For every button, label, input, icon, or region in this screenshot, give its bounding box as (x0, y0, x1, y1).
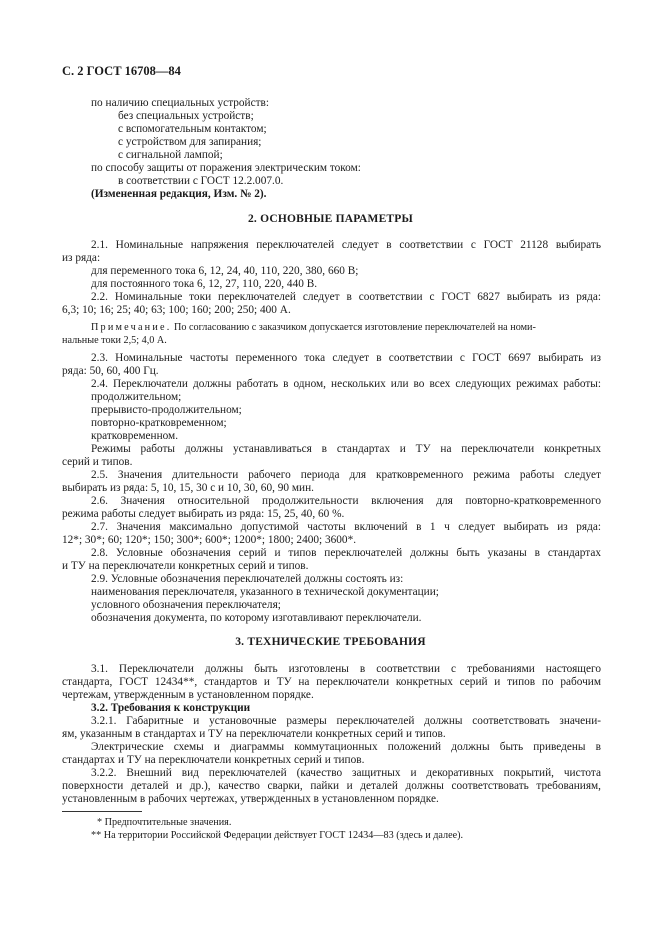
paragraph-line: стандарта, ГОСТ 12434**, стандартов и ТУ на переключатели конкретных серий и типов по рабочим (62, 676, 601, 688)
paragraph-line: кратковременном. (91, 430, 179, 442)
paragraph-line: для постоянного тока 6, 12, 27, 110, 220, 440 В. (91, 278, 318, 290)
paragraph-line: прерывисто-продолжительном; (91, 404, 242, 416)
footnote: ** На территории Российской Федерации действует ГОСТ 12434—83 (здесь и далее). (91, 830, 464, 841)
paragraph-line: 3.2.2. Внешний вид переключателей (качество защитных и декоративных покрытий, чистота (91, 767, 601, 779)
paragraph-line: режима работы следует выбирать из ряда: 15, 25, 40, 60 %. (62, 508, 345, 520)
paragraph-line: серий и типов. (62, 456, 133, 468)
intro-line: с устройством для запирания; (118, 136, 262, 148)
footnote: * Предпочтительные значения. (97, 817, 232, 828)
note-text: По согласованию с заказчиком допускается изготовление переключателей на номи- (171, 322, 536, 333)
paragraph-line: 6,3; 10; 16; 25; 40; 63; 100; 160; 200; 250; 400 А. (62, 304, 291, 316)
paragraph-line: 2.9. Условные обозначения переключателей должны состоять из: (91, 573, 404, 585)
paragraph-line: 2.2. Номинальные токи переключателей следует в соответствии с ГОСТ 6827 выбирать из ряда: (91, 291, 601, 303)
paragraph-line: 2.5. Значения длительности рабочего периода для кратковременного режима работы следует (91, 469, 601, 481)
note-lead: Примечание. (91, 322, 172, 333)
footnote-divider (62, 811, 142, 812)
note-line: нальные токи 2,5; 4,0 А. (62, 335, 167, 346)
paragraph-line: обозначения документа, по которому изготавливают переключатели. (91, 612, 422, 624)
paragraph-line: 2.1. Номинальные напряжения переключателей следует в соответствии с ГОСТ 21128 выбирать (91, 239, 601, 251)
paragraph-line: выбирать из ряда: 5, 10, 15, 30 с и 10, 30, 60, 90 мин. (62, 482, 314, 494)
paragraph-line: поверхности деталей и др.), качество сварки, пайки и деталей должны соответствовать требованиям, (62, 780, 601, 792)
paragraph-line: 2.6. Значения относительной продолжительности включения для повторно-кратковременного (91, 495, 601, 507)
paragraph-line: 3.2.1. Габаритные и установочные размеры переключателей должны соответствовать значени- (91, 715, 601, 727)
page-header: С. 2 ГОСТ 16708—84 (62, 64, 181, 78)
note-line (91, 321, 630, 334)
paragraph-line: 12*; 30*; 60; 120*; 150; 300*; 600*; 1200*; 1800; 2400; 3600*. (62, 534, 357, 546)
paragraph-line: условного обозначения переключателя; (91, 599, 281, 611)
paragraph-line: из ряда: (62, 252, 101, 264)
intro-line: по способу защиты от поражения электрическим током: (91, 162, 361, 174)
paragraph-line: Режимы работы должны устанавливаться в стандартах и ТУ на переключатели конкретных (91, 443, 601, 455)
paragraph-line: чертежам, утвержденным в установленном порядке. (62, 689, 314, 701)
intro-line: с сигнальной лампой; (118, 149, 223, 161)
paragraph-line: 3.1. Переключатели должны быть изготовлены в соответствии с требованиями настоящего (91, 663, 601, 675)
paragraph-line: 2.8. Условные обозначения серий и типов переключателей должны быть указаны в стандартах (91, 547, 601, 559)
intro-line: с вспомогательным контактом; (118, 123, 267, 135)
paragraph-line: 2.3. Номинальные частоты переменного тока следует в соответствии с ГОСТ 6697 выбирать из (91, 352, 601, 364)
intro-line: в соответствии с ГОСТ 12.2.007.0. (118, 175, 284, 187)
paragraph-line: и ТУ на переключатели конкретных серий и типов. (62, 560, 309, 572)
amendment-note: (Измененная редакция, Изм. № 2). (91, 188, 267, 200)
paragraph-line: продолжительном; (91, 391, 182, 403)
paragraph-line: для переменного тока 6, 12, 24, 40, 110, 220, 380, 660 В; (91, 265, 359, 277)
section-3-title: 3. ТЕХНИЧЕСКИЕ ТРЕБОВАНИЯ (235, 636, 426, 648)
paragraph-line: Электрические схемы и диаграммы коммутационных положений должны быть приведены в (91, 741, 601, 753)
paragraph-line: повторно-кратковременном; (91, 417, 227, 429)
section-2-title: 2. ОСНОВНЫЕ ПАРАМЕТРЫ (247, 213, 414, 225)
subsection-title: 3.2. Требования к конструкции (91, 702, 251, 714)
paragraph-line: ряда: 50, 60, 400 Гц. (62, 365, 159, 377)
intro-line: по наличию специальных устройств: (91, 97, 270, 109)
paragraph-line: 2.4. Переключатели должны работать в одном, нескольких или во всех следующих режимах работы: (91, 378, 601, 390)
intro-line: без специальных устройств; (118, 110, 254, 122)
paragraph-line: ям, указанным в стандартах и ТУ на переключатели конкретных серий и типов. (62, 728, 446, 740)
paragraph-line: установленным в рабочих чертежах, утвержденных в установленном порядке. (62, 793, 439, 805)
paragraph-line: 2.7. Значения максимально допустимой частоты включений в 1 ч следует выбирать из ряда: (91, 521, 601, 533)
paragraph-line: наименования переключателя, указанного в технической документации; (91, 586, 439, 598)
paragraph-line: стандартах и ТУ на переключатели конкретных серий и типов. (62, 754, 365, 766)
